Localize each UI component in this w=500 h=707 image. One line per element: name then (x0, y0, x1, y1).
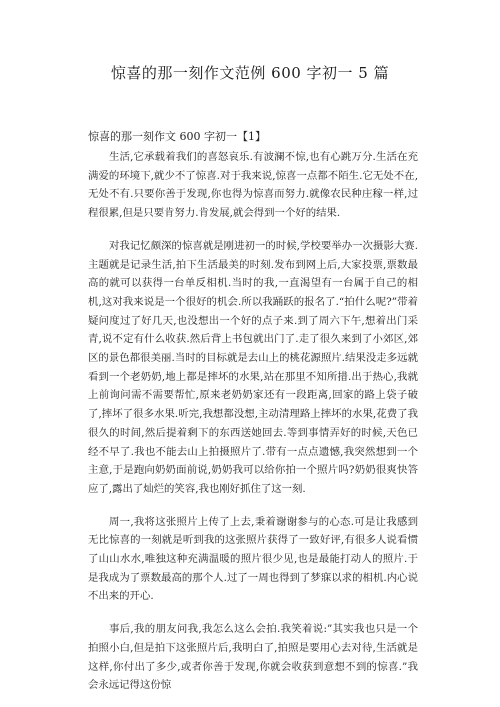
paragraph: 生活,它承载着我们的喜怒哀乐.有波澜不惊,也有心跳万分.生活在充满爱的环境下,就少不了惊喜.对于我来说,惊喜一点都不陌生.它无处不在,无处不有.只要你善于发现,你也得为惊喜而努力.就像农民种庄稼一样,过程很累,但是只要肯努力.肯发展,就会得到一个好的结果. (88, 151, 418, 220)
paragraph: 周一,我将这张照片上传了上去,秉着谢谢参与的心态.可是让我感到无比惊喜的一刻就是听到我的这张照片获得了一致好评,有很多人说看惯了山山水水,唯独这种充满温暖的照片很少见,也是最能打动人的照片.于是我成为了票数最高的那个人.过了一周也得到了梦寐以求的相机.内心说不出来的开心. (88, 515, 418, 603)
paragraph: 对我记忆颇深的惊喜就是刚进初一的时候,学校要举办一次摄影大赛.主题就是记录生活,拍下生活最美的时刻.发布到网上后,大家投票,票数最高的就可以获得一台单反相机.当时的我,一直渴望有一台属于自己的相机,这对我来说是一个很好的机会.所以我踊跃的报名了.“拍什么呢?”带着疑问度过了好几天,也没想出一个好的点子来.到了周六下午,想着出门采青,说不定有什么收获.然后背上书包就出门了.走了很久来到了小郊区,郊区的景色都很美丽.当时的目标就是去山上的桃花源照片.结果没走多远就看到一个老奶奶,地上都是摔坏的水果,站在那里不知所措.出于热心,我就上前询问需不需要帮忙,原来老奶奶家还有一段距离,回家的路上袋子破了,摔坏了很多水果.听完,我想都没想,主动清理路上摔坏的水果,花费了我很久的时间,然后提着剩下的东西送她回去.等到事情弄好的时候,天色已经不早了.我也不能去山上拍摄照片了.带有一点点遗憾,我突然想到一个主意,于是跑向奶奶面前说,奶奶我可以给你拍一个照片吗?奶奶很爽快答应了,露出了灿烂的笑容,我也刚好抓住了这一刻. (88, 239, 418, 495)
paragraph: 事后,我的朋友问我,我怎么这么会拍.我笑着说:”其实我也只是一个拍照小白,但是拍下这张照片后,我明白了,拍照是要用心去对待,生活就是这样,你付出了多少,或者你善于发现,你就会收获到意想不到的惊喜.”我会永远记得这份惊 (88, 623, 418, 692)
section-heading: 惊喜的那一刻作文 600 字初一【1】 (88, 130, 266, 143)
document-title: 惊喜的那一刻作文范例 600 字初一 5 篇 (110, 64, 390, 82)
document-body (88, 148, 418, 707)
